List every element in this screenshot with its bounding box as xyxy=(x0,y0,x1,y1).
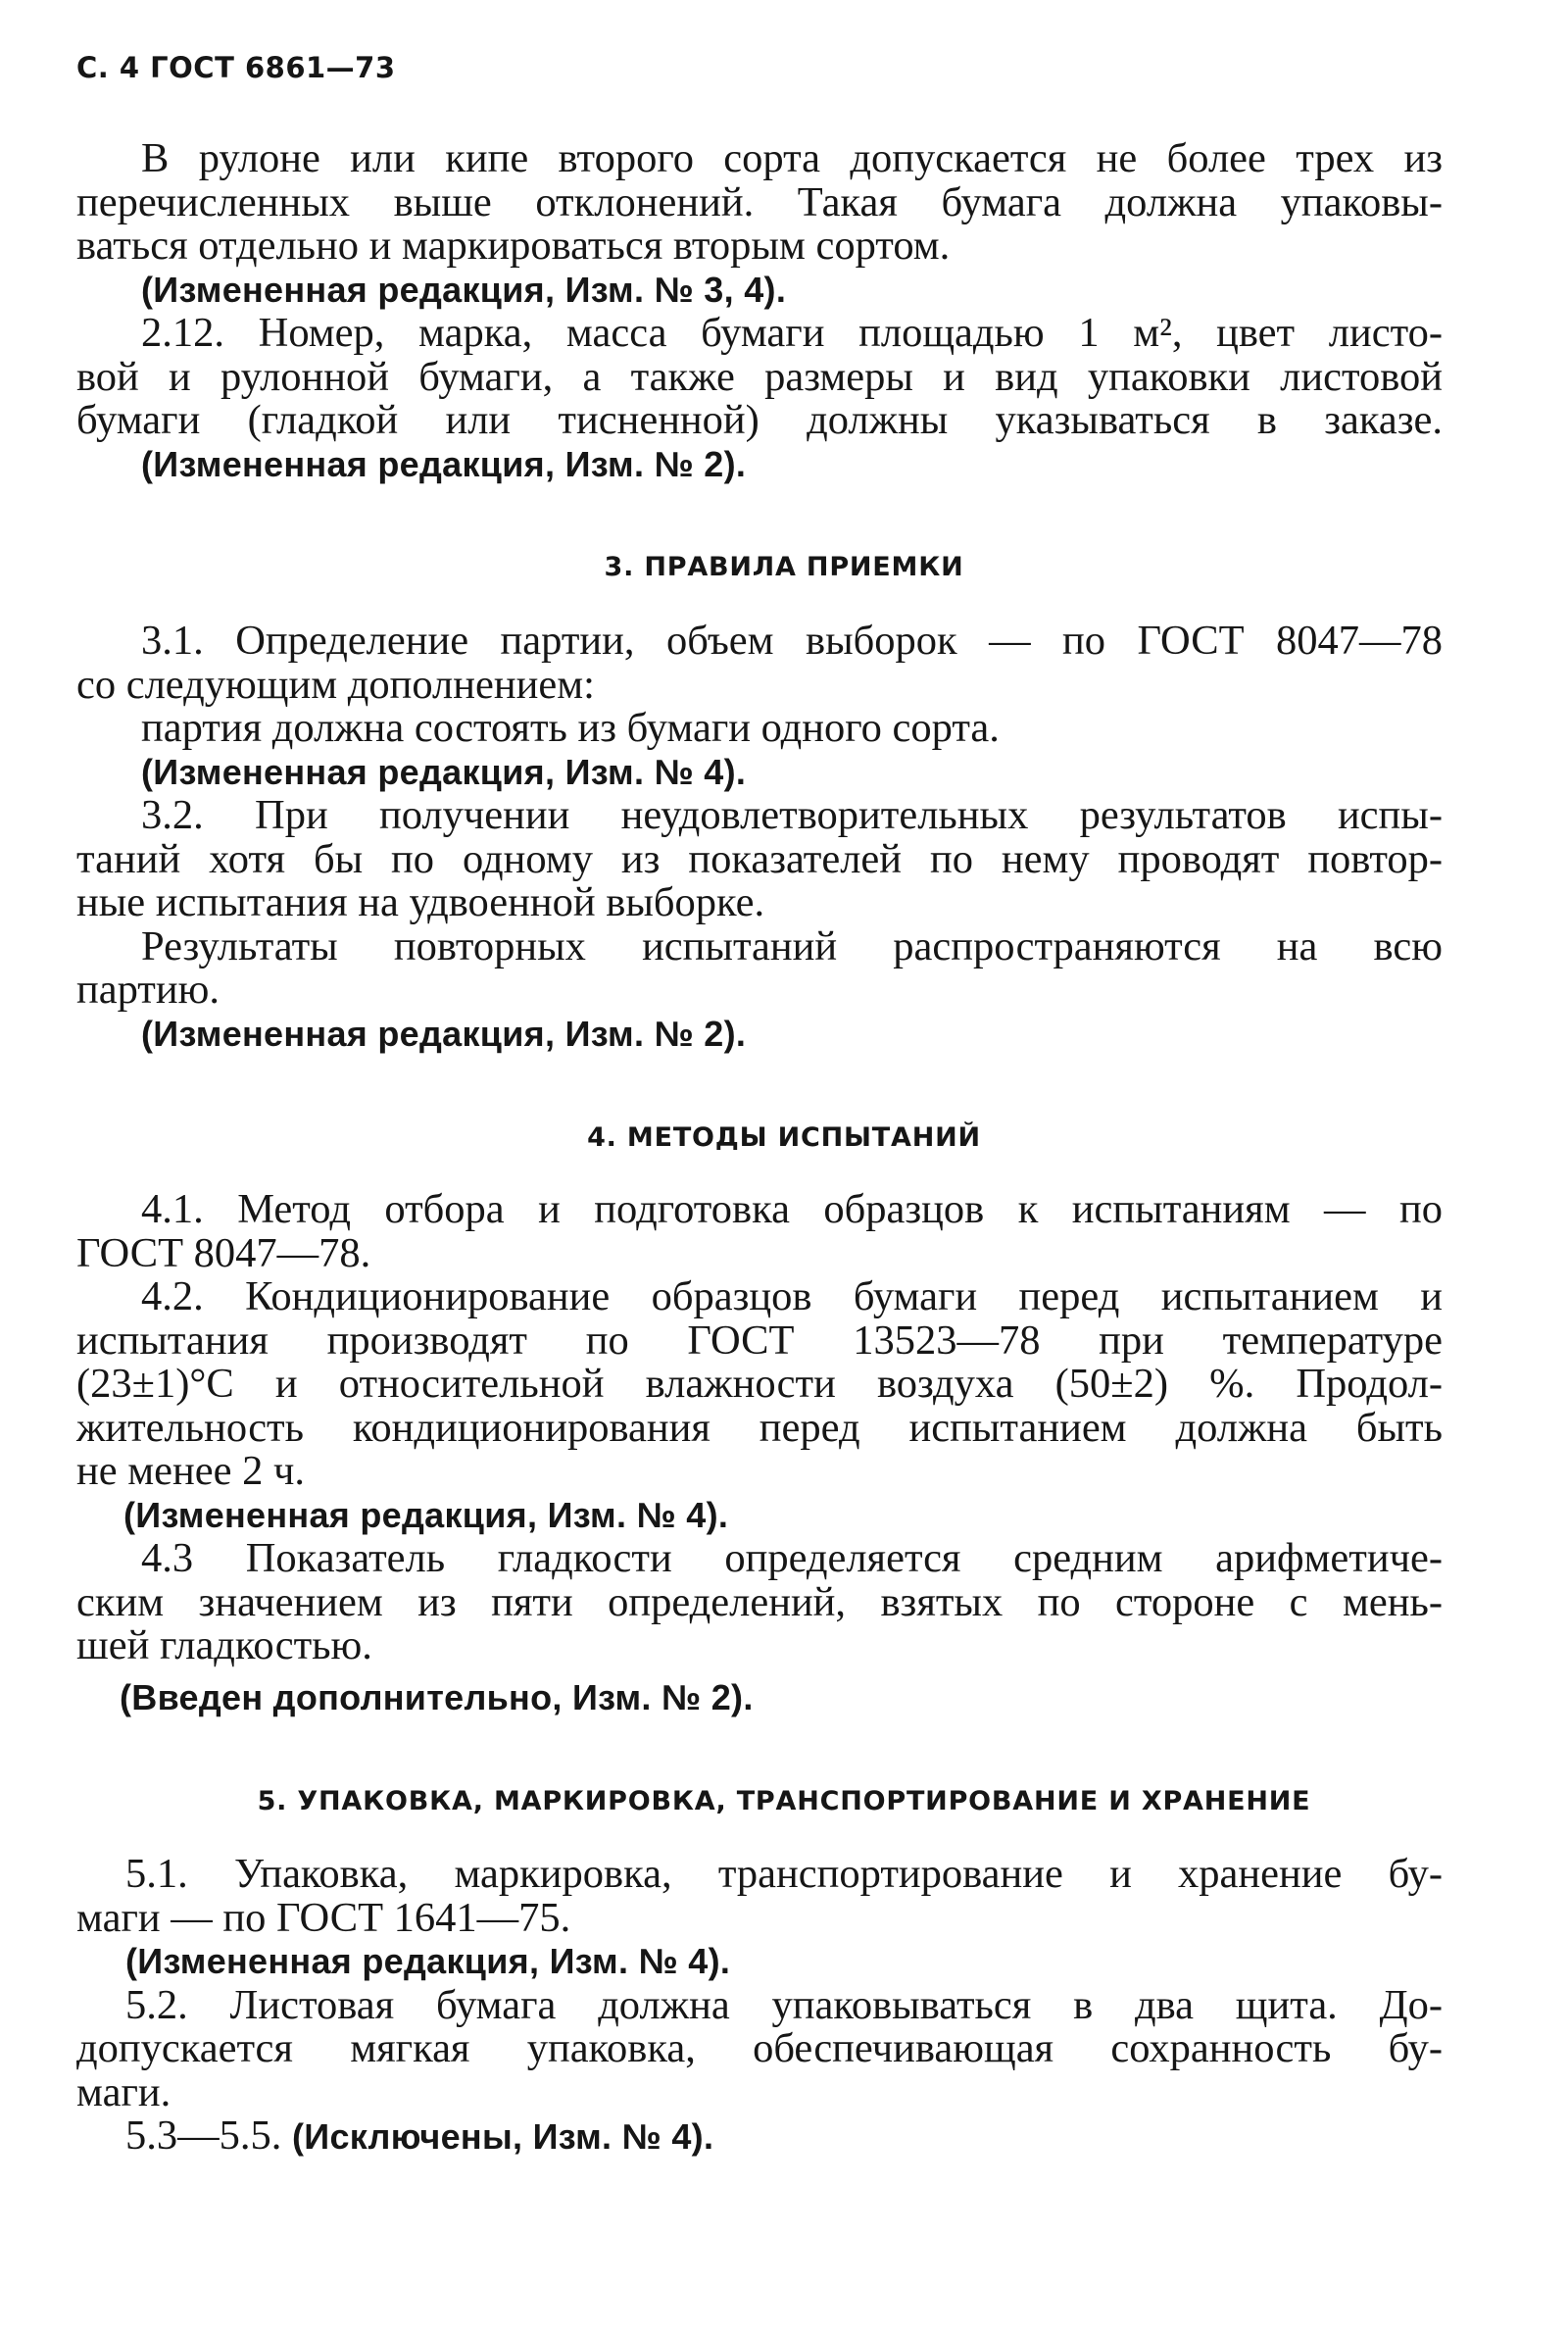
section-4-body xyxy=(76,1188,1443,1719)
paragraph-line: маги — по ГОСТ 1641—75. xyxy=(76,1894,571,1941)
continuation-block xyxy=(76,137,1443,486)
paragraph-line: со следующим дополнением: xyxy=(76,661,595,708)
running-head: С. 4 ГОСТ 6861—73 xyxy=(76,51,396,84)
paragraph-line: ные испытания на удвоенной выборке. xyxy=(76,879,765,925)
paragraph-line: маги. xyxy=(76,2068,172,2115)
paragraph-line: (23±1)°С и относительной влажности воздуха (50±2) %. Продол- xyxy=(76,1361,1443,1407)
paragraph-line: ГОСТ 8047—78. xyxy=(76,1229,371,1276)
paragraph-line: ваться отдельно и маркироваться вторым сортом. xyxy=(76,223,951,269)
section-heading-4: 4. МЕТОДЫ ИСПЫТАНИЙ xyxy=(587,1122,981,1153)
paragraph-line: таний хотя бы по одному из показателей по нему проводят повтор- xyxy=(76,835,1443,882)
paragraph-line: В рулоне или кипе второго сорта допускается не более трех из xyxy=(141,135,1443,181)
paragraph-line: бумаги (гладкой или тисненной) должны указываться в заказе. xyxy=(76,397,1443,443)
paragraph-line: ским значением из пяти определений, взятых по стороне с мень- xyxy=(76,1578,1443,1625)
paragraph-line: 3.2. При получении неудовлетворительных результатов испы- xyxy=(141,792,1443,838)
paragraph-line: жительность кондиционирования перед испытанием должна быть xyxy=(76,1404,1443,1451)
paragraph-line: 4.3 Показатель гладкости определяется средним арифметиче- xyxy=(141,1535,1443,1581)
paragraph-line: 5.2. Листовая бумага должна упаковываться в два щита. До- xyxy=(125,1981,1443,2028)
paragraph-line: не менее 2 ч. xyxy=(76,1448,305,1494)
paragraph-line: 5.1. Упаковка, маркировка, транспортирование и хранение бу- xyxy=(125,1851,1443,1897)
paragraph-line: 3.1. Определение партии, объем выборок — по ГОСТ 8047—78 xyxy=(141,618,1443,664)
paragraph-line: перечисленных выше отклонений. Такая бумага должна упаковы- xyxy=(76,178,1443,225)
paragraph-line: допускается мягкая упаковка, обеспечивающая сохранность бу- xyxy=(76,2025,1443,2071)
clause-number: 5.3—5.5. xyxy=(125,2112,282,2159)
amendment-note: (Измененная редакция, Изм. № 2). xyxy=(141,443,747,484)
paragraph-line: испытания производят по ГОСТ 13523—78 при температуре xyxy=(76,1317,1443,1364)
section-heading-3: 3. ПРАВИЛА ПРИЕМКИ xyxy=(604,552,964,582)
amendment-note: (Измененная редакция, Изм. № 4). xyxy=(141,751,747,792)
amendment-note: (Исключены, Изм. № 4). xyxy=(292,2116,714,2157)
section-heading-5: 5. УПАКОВКА, МАРКИРОВКА, ТРАНСПОРТИРОВАНИЕ И ХРАНЕНИЕ xyxy=(257,1786,1311,1816)
section-5-body xyxy=(76,1853,1443,2160)
amendment-note: (Измененная редакция, Изм. № 2). xyxy=(141,1013,747,1054)
section-3-body xyxy=(76,620,1443,1056)
amendment-note: (Измененная редакция, Изм. № 4). xyxy=(125,1941,731,1981)
paragraph-line: шей гладкостью. xyxy=(76,1622,372,1668)
paragraph-line: вой и рулонной бумаги, а также размеры и вид упаковки листовой xyxy=(76,353,1443,400)
paragraph-line xyxy=(76,2114,1443,2160)
paragraph-line: 4.2. Кондиционирование образцов бумаги перед испытанием и xyxy=(141,1273,1443,1319)
amendment-note: (Измененная редакция, Изм. № 4). xyxy=(123,1494,729,1535)
paragraph-line: 2.12. Номер, марка, масса бумаги площадью 1 м², цвет листо- xyxy=(141,310,1443,356)
amendment-note: (Введен дополнительно, Изм. № 2). xyxy=(120,1676,754,1717)
paragraph-line: партия должна состоять из бумаги одного сорта. xyxy=(141,705,1000,751)
amendment-note: (Измененная редакция, Изм. № 3, 4). xyxy=(141,269,787,310)
paragraph-line: Результаты повторных испытаний распространяются на всю xyxy=(141,922,1443,969)
paragraph-line: партию. xyxy=(76,967,220,1013)
paragraph-line: 4.1. Метод отбора и подготовка образцов к испытаниям — по xyxy=(141,1186,1443,1232)
